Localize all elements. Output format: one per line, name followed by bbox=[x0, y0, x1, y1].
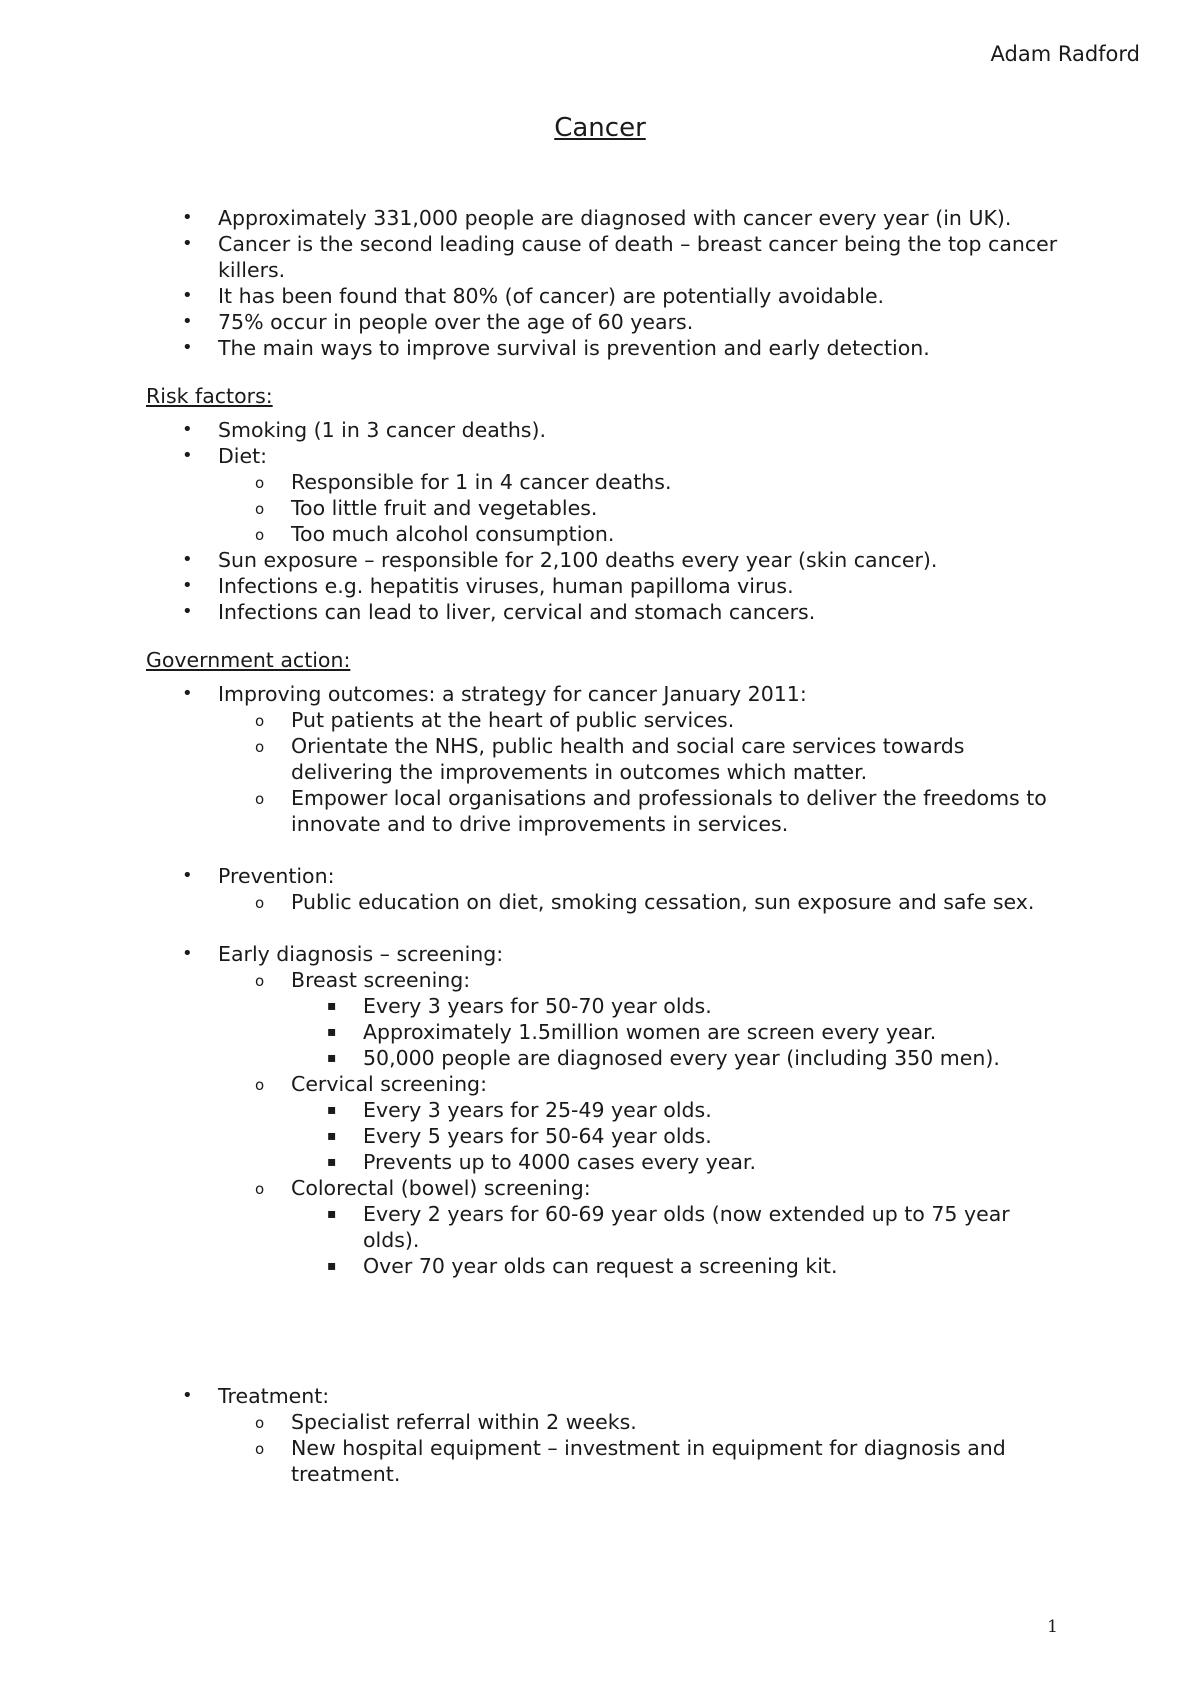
list-item: • Infections e.g. hepatitis viruses, human papilloma virus. bbox=[182, 574, 794, 598]
circle-bullet-icon: o bbox=[255, 1440, 265, 1458]
list-item: o New hospital equipment – investment in equipment for diagnosis and treatment. bbox=[255, 1436, 1006, 1486]
circle-bullet-icon: o bbox=[255, 1414, 265, 1432]
list-item: o Too little fruit and vegetables. bbox=[255, 496, 598, 520]
bullet-icon: • bbox=[182, 337, 193, 358]
diet-sublist bbox=[218, 469, 1066, 547]
square-bullet-icon: ▪ bbox=[327, 1128, 337, 1144]
list-item: • Improving outcomes: a strategy for cancer January 2011: o Put patients at the heart of public services. o Orientate the NHS, public health and social care services towards delivering the improvements in outcomes which matter. o Empower local organisations and professionals to deliver the freedoms to innovate and to drive improvements in services. bbox=[146, 681, 1066, 837]
list-item: o Too much alcohol consumption. bbox=[255, 522, 615, 546]
spacer bbox=[146, 915, 1066, 941]
document-title: Cancer bbox=[554, 113, 646, 143]
list-item: • Early diagnosis – screening: o Breast screening: ▪ Every 3 years for 50-70 year olds. ▪ Approximately 1.5million women are screen every year. ▪ 50,000 people are diagnosed every year (including 350 men). o Cervical screening: ▪ Every 3 years for 25-49 year olds. ▪ Every 5 years for 50-64 year olds. ▪ Prevents up to 4000 cases every year. o Colorectal (bowel) screening: ▪ Every 2 years for 60-69 year olds (now extended up to 75 year olds). ▪ Over 70 year olds can request a screening kit. bbox=[146, 941, 1066, 1279]
cervical-screening-list bbox=[291, 1097, 1066, 1175]
bullet-icon: • bbox=[182, 285, 193, 306]
circle-bullet-icon: o bbox=[255, 972, 265, 990]
circle-bullet-icon: o bbox=[255, 500, 265, 518]
treatment-sublist bbox=[218, 1409, 1066, 1487]
list-item: ▪ Every 5 years for 50-64 year olds. bbox=[327, 1124, 712, 1148]
outcomes-sublist bbox=[218, 707, 1066, 837]
spacer bbox=[146, 837, 1066, 863]
list-item: o Public education on diet, smoking cessation, sun exposure and safe sex. bbox=[255, 890, 1035, 914]
prevention-sublist bbox=[218, 889, 1066, 915]
bullet-icon: • bbox=[182, 683, 193, 704]
list-item: • The main ways to improve survival is prevention and early detection. bbox=[182, 336, 930, 360]
risk-factors-heading: Risk factors: bbox=[146, 384, 273, 408]
page-number: 1 bbox=[1047, 1617, 1058, 1637]
list-item: • Treatment: o Specialist referral within 2 weeks. o New hospital equipment – investment in equipment for diagnosis and treatment. bbox=[146, 1383, 1066, 1487]
bullet-icon: • bbox=[182, 311, 193, 332]
bullet-icon: • bbox=[182, 1385, 193, 1406]
list-item: • It has been found that 80% (of cancer) are potentially avoidable. bbox=[182, 284, 885, 308]
list-item: • Infections can lead to liver, cervical and stomach cancers. bbox=[182, 600, 816, 624]
square-bullet-icon: ▪ bbox=[327, 998, 337, 1014]
list-item: o Breast screening: ▪ Every 3 years for 50-70 year olds. ▪ Approximately 1.5million women are screen every year. ▪ 50,000 people are diagnosed every year (including 350 men). bbox=[218, 967, 1066, 1071]
square-bullet-icon: ▪ bbox=[327, 1154, 337, 1170]
square-bullet-icon: ▪ bbox=[327, 1206, 337, 1222]
bullet-icon: • bbox=[182, 575, 193, 596]
list-item: • Cancer is the second leading cause of death – breast cancer being the top cancer killers. bbox=[182, 232, 1058, 282]
circle-bullet-icon: o bbox=[255, 712, 265, 730]
bullet-icon: • bbox=[182, 207, 193, 228]
document-body bbox=[146, 205, 1066, 1487]
bullet-icon: • bbox=[182, 445, 193, 466]
list-item: ▪ Every 3 years for 25-49 year olds. bbox=[327, 1098, 712, 1122]
list-item: ▪ Every 2 years for 60-69 year olds (now extended up to 75 year olds). bbox=[327, 1202, 1010, 1252]
circle-bullet-icon: o bbox=[255, 790, 265, 808]
risk-factors-list bbox=[146, 417, 1066, 625]
list-item: o Cervical screening: ▪ Every 3 years for 25-49 year olds. ▪ Every 5 years for 50-64 year olds. ▪ Prevents up to 4000 cases every year. bbox=[218, 1071, 1066, 1175]
circle-bullet-icon: o bbox=[255, 526, 265, 544]
list-item: • Approximately 331,000 people are diagnosed with cancer every year (in UK). bbox=[182, 206, 1012, 230]
circle-bullet-icon: o bbox=[255, 894, 265, 912]
circle-bullet-icon: o bbox=[255, 738, 265, 756]
square-bullet-icon: ▪ bbox=[327, 1024, 337, 1040]
bullet-icon: • bbox=[182, 943, 193, 964]
colorectal-screening-list bbox=[291, 1201, 1066, 1279]
square-bullet-icon: ▪ bbox=[327, 1102, 337, 1118]
list-item: o Orientate the NHS, public health and social care services towards delivering the improvements in outcomes which matter. bbox=[255, 734, 965, 784]
square-bullet-icon: ▪ bbox=[327, 1258, 337, 1274]
list-item: • 75% occur in people over the age of 60 years. bbox=[182, 310, 694, 334]
circle-bullet-icon: o bbox=[255, 1076, 265, 1094]
list-item: o Specialist referral within 2 weeks. bbox=[255, 1410, 637, 1434]
bullet-icon: • bbox=[182, 865, 193, 886]
screening-sublist bbox=[218, 967, 1066, 1279]
government-action-heading: Government action: bbox=[146, 648, 351, 672]
list-item: ▪ 50,000 people are diagnosed every year (including 350 men). bbox=[327, 1046, 1000, 1070]
list-item: • Sun exposure – responsible for 2,100 deaths every year (skin cancer). bbox=[182, 548, 938, 572]
spacer bbox=[146, 1279, 1066, 1383]
list-item: • Diet: o Responsible for 1 in 4 cancer deaths. o Too little fruit and vegetables. o Too much alcohol consumption. bbox=[146, 443, 1066, 547]
page-header-author: Adam Radford bbox=[990, 42, 1140, 66]
list-item: ▪ Prevents up to 4000 cases every year. bbox=[327, 1150, 756, 1174]
breast-screening-list bbox=[291, 993, 1066, 1071]
bullet-icon: • bbox=[182, 549, 193, 570]
intro-list bbox=[146, 205, 1066, 361]
list-item: o Responsible for 1 in 4 cancer deaths. bbox=[255, 470, 672, 494]
bullet-icon: • bbox=[182, 601, 193, 622]
list-item: • Prevention: o Public education on diet, smoking cessation, sun exposure and safe sex. bbox=[146, 863, 1066, 915]
government-action-list bbox=[146, 681, 1066, 1487]
list-item: ▪ Over 70 year olds can request a screening kit. bbox=[327, 1254, 838, 1278]
list-item: ▪ Every 3 years for 50-70 year olds. bbox=[327, 994, 712, 1018]
square-bullet-icon: ▪ bbox=[327, 1050, 337, 1066]
list-item: o Empower local organisations and professionals to deliver the freedoms to innovate and to drive improvements in services. bbox=[255, 786, 1047, 836]
list-item: • Smoking (1 in 3 cancer deaths). bbox=[182, 418, 546, 442]
bullet-icon: • bbox=[182, 233, 193, 254]
circle-bullet-icon: o bbox=[255, 474, 265, 492]
list-item: o Colorectal (bowel) screening: ▪ Every 2 years for 60-69 year olds (now extended up to 75 year olds). ▪ Over 70 year olds can request a screening kit. bbox=[218, 1175, 1066, 1279]
circle-bullet-icon: o bbox=[255, 1180, 265, 1198]
list-item: ▪ Approximately 1.5million women are screen every year. bbox=[327, 1020, 937, 1044]
bullet-icon: • bbox=[182, 419, 193, 440]
list-item: o Put patients at the heart of public services. bbox=[255, 708, 735, 732]
